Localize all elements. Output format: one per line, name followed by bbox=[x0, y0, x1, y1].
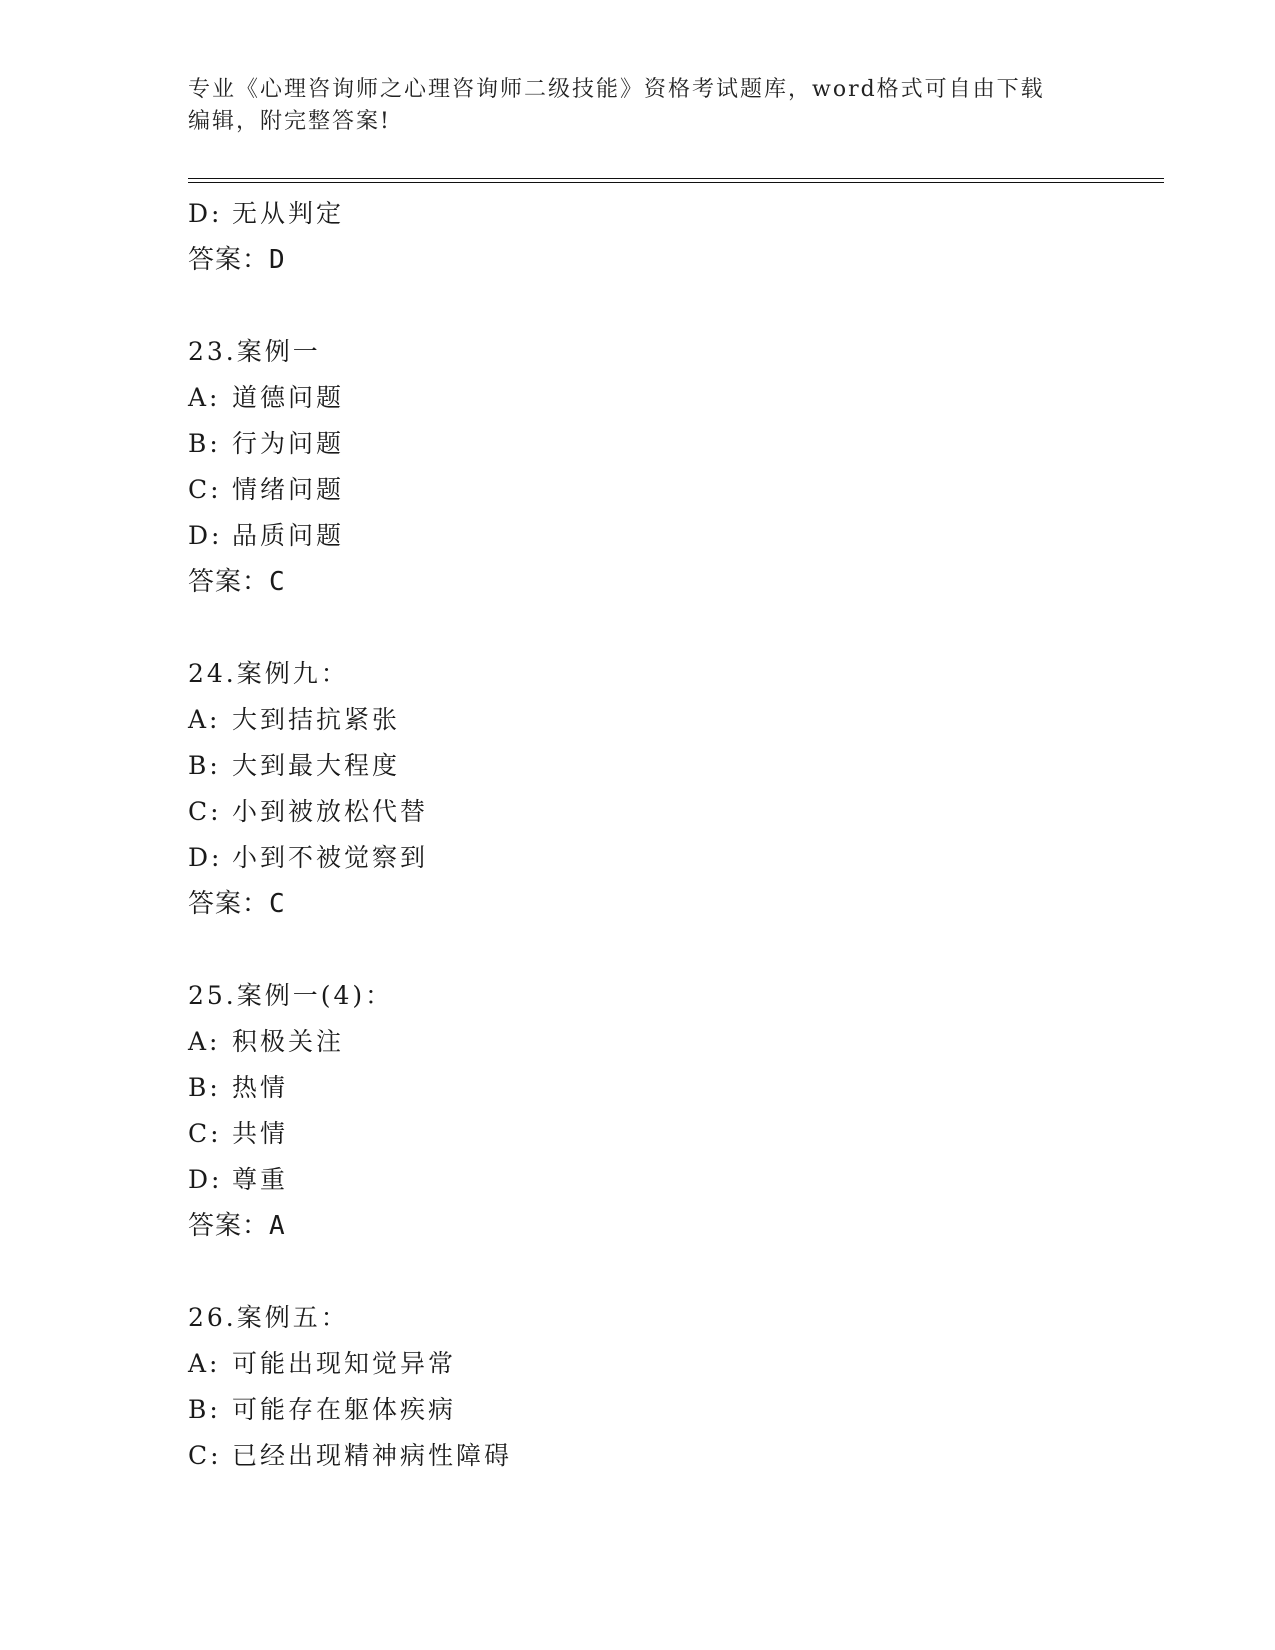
option-letter: B: bbox=[188, 1073, 221, 1102]
option-text: 情绪问题 bbox=[232, 475, 345, 504]
option-text: 大到拮抗紧张 bbox=[232, 705, 401, 734]
option-c bbox=[188, 467, 1138, 513]
option-a bbox=[188, 375, 1138, 421]
header-rule-top bbox=[188, 178, 1164, 179]
option-letter: D: bbox=[188, 843, 223, 872]
answer-label: 答案： bbox=[188, 245, 270, 275]
answer-value: C bbox=[269, 567, 286, 597]
option-text: 尊重 bbox=[232, 1165, 289, 1194]
option-letter: A: bbox=[188, 1027, 221, 1056]
option-letter: A: bbox=[188, 705, 221, 734]
option-c bbox=[188, 789, 1138, 835]
option-letter: C: bbox=[188, 1441, 222, 1470]
option-text: 小到被放松代替 bbox=[232, 797, 429, 826]
header-rule-bottom bbox=[188, 182, 1164, 183]
header-line-1: 专业《心理咨询师之心理咨询师二级技能》资格考试题库，word格式可自由下载 bbox=[188, 77, 1045, 102]
option-text: 道德问题 bbox=[232, 383, 345, 412]
option-letter: B: bbox=[188, 1395, 221, 1424]
option-c bbox=[188, 1433, 1138, 1479]
answer-line bbox=[188, 881, 1138, 927]
option-text: 热情 bbox=[232, 1073, 289, 1102]
answer-value: D bbox=[269, 245, 286, 275]
option-b bbox=[188, 421, 1138, 467]
answer-value: A bbox=[269, 1211, 286, 1241]
option-b bbox=[188, 1065, 1138, 1111]
answer-line bbox=[188, 559, 1138, 605]
answer-value: C bbox=[269, 889, 286, 919]
answer-label: 答案： bbox=[188, 889, 270, 919]
option-letter: B: bbox=[188, 751, 221, 780]
option-text: 行为问题 bbox=[232, 429, 345, 458]
option-letter: A: bbox=[188, 1349, 221, 1378]
option-a bbox=[188, 697, 1138, 743]
option-b bbox=[188, 743, 1138, 789]
option-text: 大到最大程度 bbox=[232, 751, 401, 780]
option-c bbox=[188, 1111, 1138, 1157]
option-d bbox=[188, 1157, 1138, 1203]
question-title: 25.案例一(4)： bbox=[188, 981, 394, 1010]
option-a bbox=[188, 1341, 1138, 1387]
option-d bbox=[188, 835, 1138, 881]
header-line-2: 编辑，附完整答案! bbox=[188, 109, 391, 134]
option-text: 可能存在躯体疾病 bbox=[232, 1395, 457, 1424]
option-text: 小到不被觉察到 bbox=[232, 843, 429, 872]
option-text: 可能出现知觉异常 bbox=[232, 1349, 457, 1378]
option-letter: D: bbox=[188, 521, 223, 550]
question-title: 24.案例九： bbox=[188, 659, 349, 688]
question-title: 23.案例一 bbox=[188, 337, 321, 366]
option-text: 积极关注 bbox=[232, 1027, 345, 1056]
option-text: 无从判定 bbox=[232, 199, 345, 228]
option-letter: D: bbox=[188, 1165, 223, 1194]
answer-label: 答案： bbox=[188, 567, 270, 597]
option-letter: C: bbox=[188, 475, 222, 504]
option-letter: D: bbox=[188, 199, 223, 228]
answer-label: 答案： bbox=[188, 1211, 270, 1241]
option-letter: A: bbox=[188, 383, 221, 412]
answer-line bbox=[188, 1203, 1138, 1249]
document-header bbox=[188, 74, 1088, 138]
answer-line bbox=[188, 237, 1138, 283]
option-text: 共情 bbox=[232, 1119, 289, 1148]
option-letter: B: bbox=[188, 429, 221, 458]
option-d bbox=[188, 513, 1138, 559]
option-letter: C: bbox=[188, 1119, 222, 1148]
option-b bbox=[188, 1387, 1138, 1433]
question-list bbox=[188, 191, 1138, 1479]
option-text: 已经出现精神病性障碍 bbox=[232, 1441, 513, 1470]
question-title: 26.案例五： bbox=[188, 1303, 349, 1332]
option-letter: C: bbox=[188, 797, 222, 826]
option-text: 品质问题 bbox=[232, 521, 345, 550]
option-a bbox=[188, 1019, 1138, 1065]
option-d bbox=[188, 191, 1138, 237]
